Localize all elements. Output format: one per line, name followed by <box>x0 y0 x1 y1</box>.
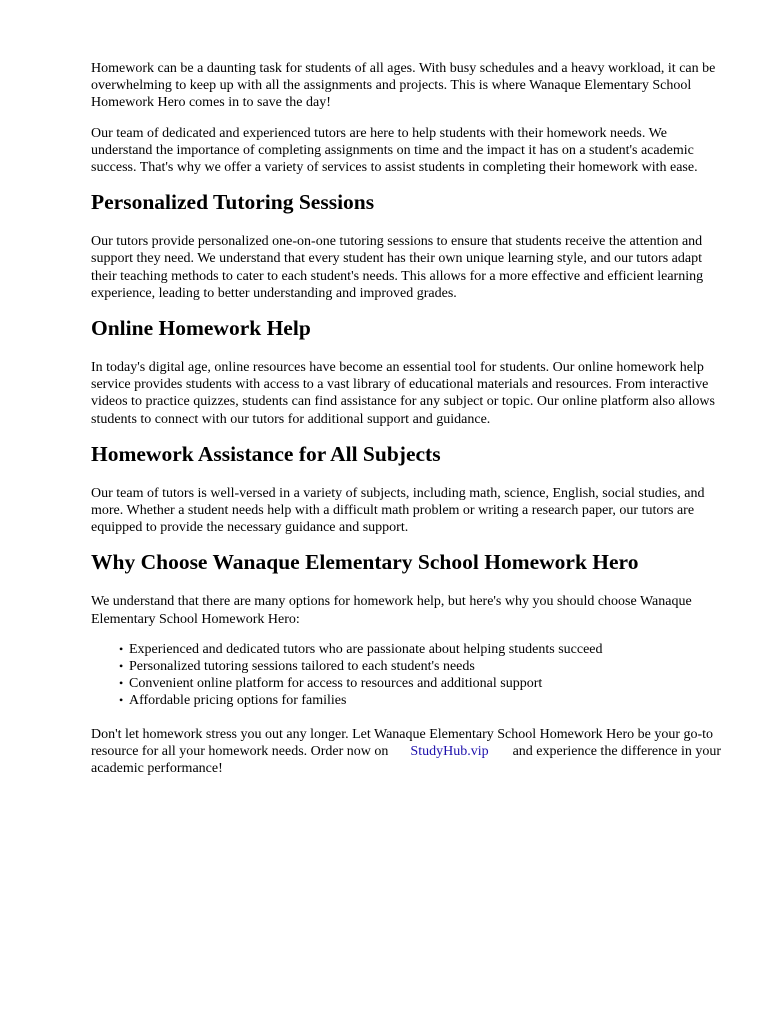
list-item <box>119 658 723 675</box>
closing-text-before-link: Don't let homework stress you out any longer. Let Wanaque Elementary School Homework Hero be your go-to resource for all your homework needs. Order now on <box>91 726 714 759</box>
intro-paragraph-1: Homework can be a daunting task for students of all ages. With busy schedules and a heavy workload, it can be overwhelming to keep up with all the assignments and projects. This is where Wanaque Elementary School Homework Hero comes in to save the day! <box>91 61 716 111</box>
intro-paragraph-2: Our team of dedicated and experienced tutors are here to help students with their homework needs. We understand the importance of completing assignments on time and the impact it has on a student's academic success. That's why we offer a variety of services to assist students in completing their homework with ease. <box>91 125 698 176</box>
list-item-text: Personalized tutoring sessions tailored to each student's needs <box>129 659 475 675</box>
heading-personalized-tutoring: Personalized Tutoring Sessions <box>91 190 375 215</box>
heading-all-subjects: Homework Assistance for All Subjects <box>91 441 441 466</box>
bullet-icon: • <box>119 659 124 674</box>
list-item-text: Convenient online platform for access to resources and additional support <box>129 676 543 692</box>
document-page <box>91 60 723 777</box>
list-item <box>119 675 723 692</box>
bullet-icon: • <box>119 693 124 708</box>
benefits-list <box>91 641 723 710</box>
bullet-icon: • <box>119 641 124 656</box>
subjects-paragraph: Our team of tutors is well-versed in a variety of subjects, including math, science, English, social studies, and more. Whether a student needs help with a difficult math problem or writing a research paper, our tutors are equipped to provide the necessary guidance and support. <box>91 485 705 536</box>
tutoring-paragraph: Our tutors provide personalized one-on-one tutoring sessions to ensure that students receive the attention and support they need. We understand that every student has their own unique learning style, and our tutors adapt their teaching methods to cater to each student's needs. This allows for a more effective and efficient learning experience, leading to better understanding and improved grades. <box>91 234 704 301</box>
closing-text-after-link: and experience the difference in your academic performance! <box>91 743 722 777</box>
closing-paragraph <box>91 726 723 778</box>
heading-online-homework-help: Online Homework Help <box>91 316 311 341</box>
studyhub-link[interactable]: StudyHub.vip <box>410 743 489 759</box>
online-help-paragraph: In today's digital age, online resources have become an essential tool for students. Our online homework help service provides students with access to a vast library of educational materials and resources. From interactive videos to practice quizzes, students can find assistance for any subject or topic. Our online platform also allows students to connect with our tutors for additional support and guidance. <box>91 360 715 427</box>
bullet-icon: • <box>119 676 124 691</box>
list-item <box>119 692 723 709</box>
list-item <box>119 641 723 658</box>
list-item-text: Affordable pricing options for families <box>129 693 347 709</box>
heading-why-choose: Why Choose Wanaque Elementary School Homework Hero <box>91 550 639 575</box>
why-choose-paragraph: We understand that there are many options for homework help, but here's why you should choose Wanaque Elementary School Homework Hero: <box>91 594 692 627</box>
list-item-text: Experienced and dedicated tutors who are passionate about helping students succeed <box>129 641 603 657</box>
